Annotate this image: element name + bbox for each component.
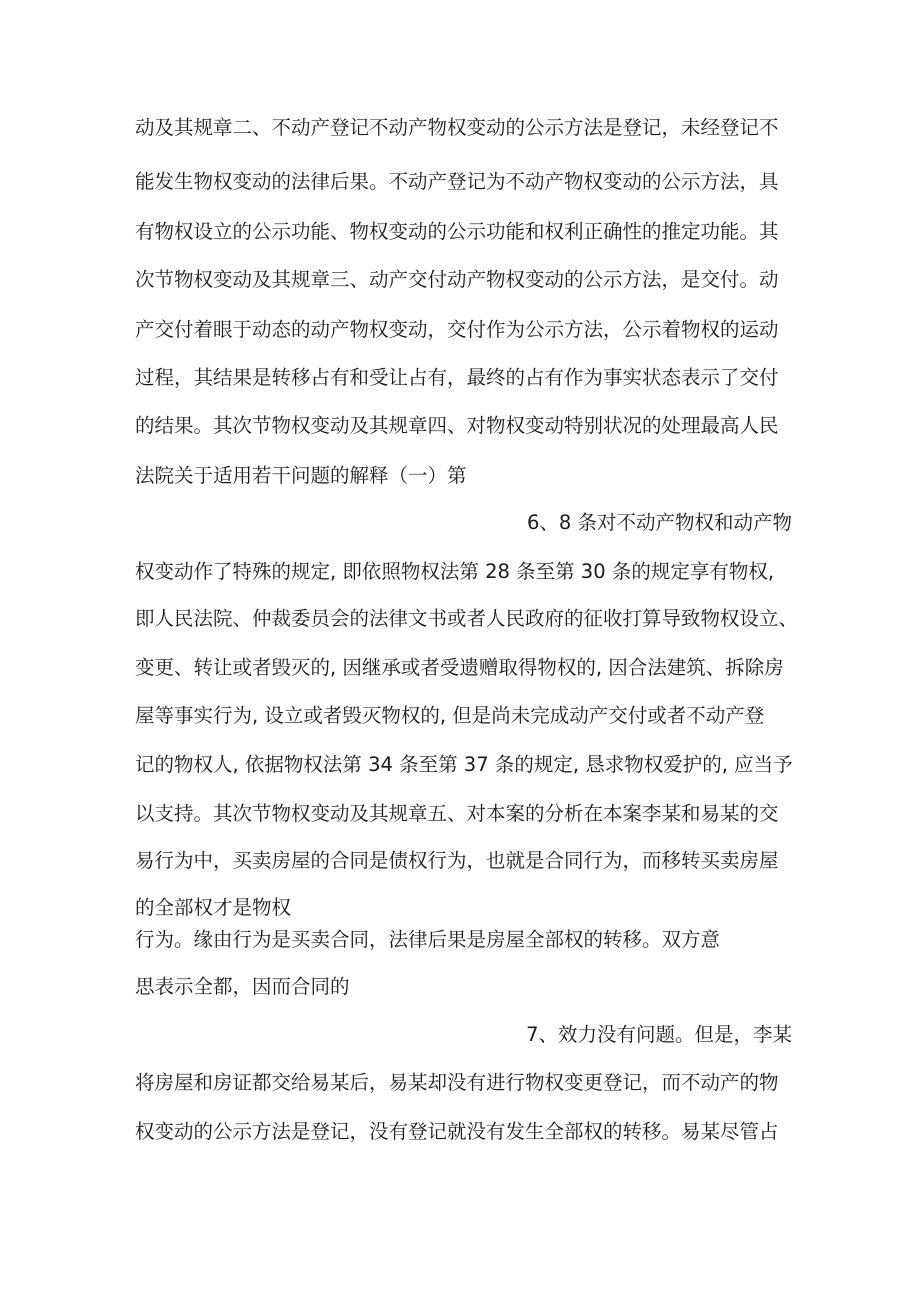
text-line: 易行为中，买卖房屋的合同是债权行为，也就是合同行为，而移转买卖房屋 [135, 849, 779, 872]
text-line: 即人民法院、仲裁委员会的法律文书或者人民政府的征收打算导致物权设立、 [135, 607, 799, 630]
text-line: 行为。缘由行为是买卖合同，法律后果是房屋全部权的转移。双方意 [135, 928, 721, 951]
text-line: 过程，其结果是转移占有和受让占有，最终的占有作为事实状态表示了交付 [135, 366, 779, 389]
text-line: 将房屋和房证都交给易某后，易某却没有进行物权变更登记，而不动产的物 [135, 1071, 779, 1094]
text-line: 权变动作了特殊的规定, 即依照物权法第 28 条至第 30 条的规定享有物权, [135, 560, 775, 583]
text-line: 产交付着眼于动态的动产物权变动，交付作为公示方法，公示着物权的运动 [135, 318, 779, 341]
text-line: 能发生物权变动的法律后果。不动产登记为不动产物权变动的公示方法，具 [135, 170, 779, 193]
text-line: 法院关于适用若干问题的解释（一）第 [135, 464, 467, 487]
text-line: 以支持。其次节物权变动及其规章五、对本案的分析在本案李某和易某的交 [135, 802, 779, 825]
text-line: 思表示全都，因而合同的 [135, 975, 350, 998]
text-line: 的全部权才是物权 [135, 896, 292, 919]
text-line: 次节物权变动及其规章三、动产交付动产物权变动的公示方法，是交付。动 [135, 268, 779, 291]
text-line: 6、8 条对不动产物权和动产物 [526, 511, 792, 534]
text-line: 记的物权人, 依据物权法第 34 条至第 37 条的规定, 恳求物权爱护的, 应当予 [135, 753, 793, 776]
text-line: 屋等事实行为, 设立或者毁灭物权的, 但是尚未完成动产交付或者不动产登 [135, 704, 765, 727]
text-line: 有物权设立的公示功能、物权变动的公示功能和权利正确性的推定功能。其 [135, 220, 779, 243]
text-line: 7、效力没有问题。但是，李某 [526, 1023, 792, 1046]
text-line: 动及其规章二、不动产登记不动产物权变动的公示方法是登记，未经登记不 [135, 116, 779, 139]
text-line: 权变动的公示方法是登记，没有登记就没有发生全部权的转移。易某尽管占 [135, 1120, 779, 1143]
text-line: 变更、转让或者毁灭的, 因继承或者受遗赠取得物权的, 因合法建筑、拆除房 [135, 656, 784, 679]
text-line: 的结果。其次节物权变动及其规章四、对物权变动特别状况的处理最高人民 [135, 414, 779, 437]
